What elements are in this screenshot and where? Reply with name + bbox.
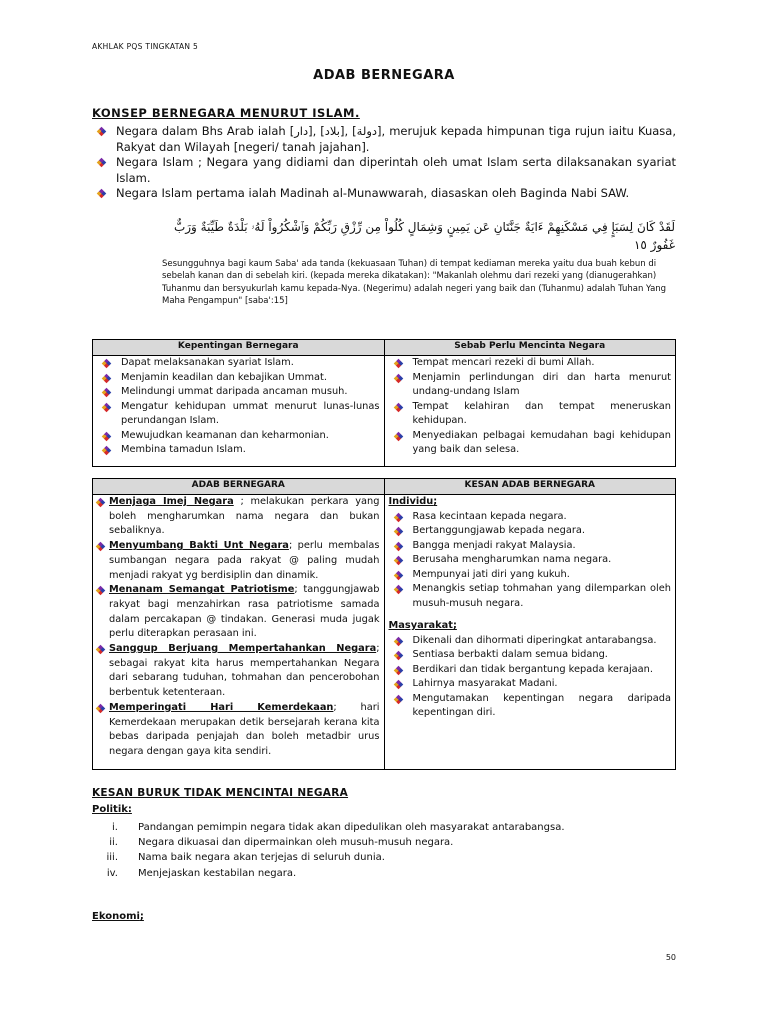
konsep-item: Negara dalam Bhs Arab ialah [دار], [بلاد], [دولة], merujuk kepada himpunan tiga rujun iaitu Kuasa, Rakyat dan Wilayah [negeri/ tanah jajahan]. [116,124,676,154]
section-heading-kesan-buruk: KESAN BURUK TIDAK MENCINTAI NEGARA [92,787,349,799]
list-item: ii. Negara dikuasai dan dipermainkan oleh musuh-musuh negara. [109,837,454,849]
list-item: Melindungi ummat daripada ancaman musuh. [121,385,380,400]
adab-item: Menjaga Imej Negara ; melakukan perkara yang boleh mengharumkan nama negara dan bukan sebaliknya. [97,495,380,539]
list-item: Tempat kelahiran dan tempat meneruskan kehidupan. [413,400,672,429]
subheading-ekonomi: Ekonomi; [92,911,144,922]
list-item: i. Pandangan pemimpin negara tidak akan dipedulikan oleh masyarakat antarabangsa. [112,822,565,833]
list-item: Mempunyai jati diri yang kukuh. [413,568,672,583]
konsep-item: Negara Islam pertama ialah Madinah al-Munawwarah, diasaskan oleh Baginda Nabi SAW. [116,186,676,202]
list-item: Lahirnya masyarakat Madani. [413,677,672,692]
list-item: Mengutamakan kepentingan negara daripada kepentingan diri. [413,692,672,721]
list-item: Menjamin perlindungan diri dan harta menurut undang-undang Islam [413,371,672,400]
quran-verse: لَقَدْ كَانَ لِسَبَإٍ فِي مَسْكَنِهِمْ ءَايَةٌ جَنَّتَانِ عَن يَمِينٍ وَشِمَالٍ كُلُواْ مِن رِّزْقِ رَبِّكُمْ وَٱشْكُرُواْ لَهُۥ بَلْدَةٌ طَيِّبَةٌ وَرَبٌّ غَفُورٌ ١٥ [173,220,675,252]
list-item: Rasa kecintaan kepada negara. [413,510,672,525]
page-number: 50 [665,953,676,962]
kepentingan-table [92,339,676,467]
list-item: Dapat melaksanakan syariat Islam. [121,356,380,371]
group-label-masyarakat: Masyarakat; [388,620,457,631]
list-item: Tempat mencari rezeki di bumi Allah. [413,356,672,371]
list-item: Dikenali dan dihormati diperingkat antarabangsa. [413,634,672,649]
section-heading-konsep: KONSEP BERNEGARA MENURUT ISLAM. [92,106,360,120]
list-item: iv. Menjejaskan kestabilan negara. [106,867,297,879]
group-label-individu: Individu; [388,496,438,507]
list-item: Berdikari dan tidak bergantung kepada kerajaan. [413,663,672,678]
col-header-kepentingan: Kepentingan Bernegara [93,340,385,356]
politik-list [92,820,565,881]
col-header-adab: ADAB BERNEGARA [93,479,385,495]
konsep-list [116,124,676,202]
verse-translation: Sesungguhnya bagi kaum Saba' ada tanda (kekuasaan Tuhan) di tempat kediaman mereka yaitu dua buah kebun di sebelah kanan dan di sebelah kiri. (kepada mereka dikatakan): "Makanlah olehmu dari rezeki yang (dianugerahkan) Tuhanmu dan bersyukurlah kamu kepada-Nya. (Negerimu) adalah negeri yang baik dan (Tuhanmu) adalah Tuhan Yang Maha Pengampun" [saba':15] [162,259,667,306]
list-item: Berusaha mengharumkan nama negara. [413,553,672,568]
list-item: iii. Nama baik negara akan terjejas di seluruh dunia. [106,852,385,864]
list-item: Menyediakan pelbagai kemudahan bagi kehidupan yang baik dan selesa. [413,429,672,458]
list-item: Bertanggungjawab kepada negara. [413,524,672,539]
page-title: ADAB BERNEGARA [313,68,455,83]
subheading-politik: Politik: [92,804,132,815]
adab-table [92,478,676,770]
list-item: Mewujudkan keamanan dan keharmonian. [121,429,380,444]
adab-item: Sanggup Berjuang Mempertahankan Negara; sebagai rakyat kita harus mempertahankan Negara dari sebarang tuduhan, tohmahan dan pencerobohan berbentuk ketenteraan. [97,642,380,701]
list-item: Bangga menjadi rakyat Malaysia. [413,539,672,554]
list-item: Membina tamadun Islam. [121,443,380,458]
running-header: AKHLAK PQS TINGKATAN 5 [92,42,199,51]
list-item: Mengatur kehidupan ummat menurut lunas-lunas perundangan Islam. [121,400,380,429]
list-item: Menangkis setiap tohmahan yang dilemparkan oleh musuh-musuh negara. [413,582,672,611]
list-item: Menjamin keadilan dan kebajikan Ummat. [121,371,380,386]
adab-item: Menanam Semangat Patriotisme; tanggungjawab rakyat bagi menzahirkan rasa patriotisme samada dalam percakapan @ tindakan. Generasi muda jugak perlu diterapkan perasaan ini. [97,583,380,642]
adab-item: Memperingati Hari Kemerdekaan; hari Kemerdekaan merupakan detik bersejarah kerana kita bebas daripada penjajah dan boleh metadbir urus negara dengan gaya kita sendiri. [97,701,380,760]
list-item: Sentiasa berbakti dalam semua bidang. [413,648,672,663]
col-header-sebab: Sebab Perlu Mencinta Negara [384,340,676,356]
col-header-kesan: KESAN ADAB BERNEGARA [384,479,676,495]
konsep-item: Negara Islam ; Negara yang didiami dan diperintah oleh umat Islam serta dilaksanakan syariat Islam. [116,155,676,185]
adab-item: Menyumbang Bakti Unt Negara; perlu membalas sumbangan negara pada rakyat @ paling mudah menjadi rakyat yg berdisiplin dan dinamik. [97,539,380,583]
